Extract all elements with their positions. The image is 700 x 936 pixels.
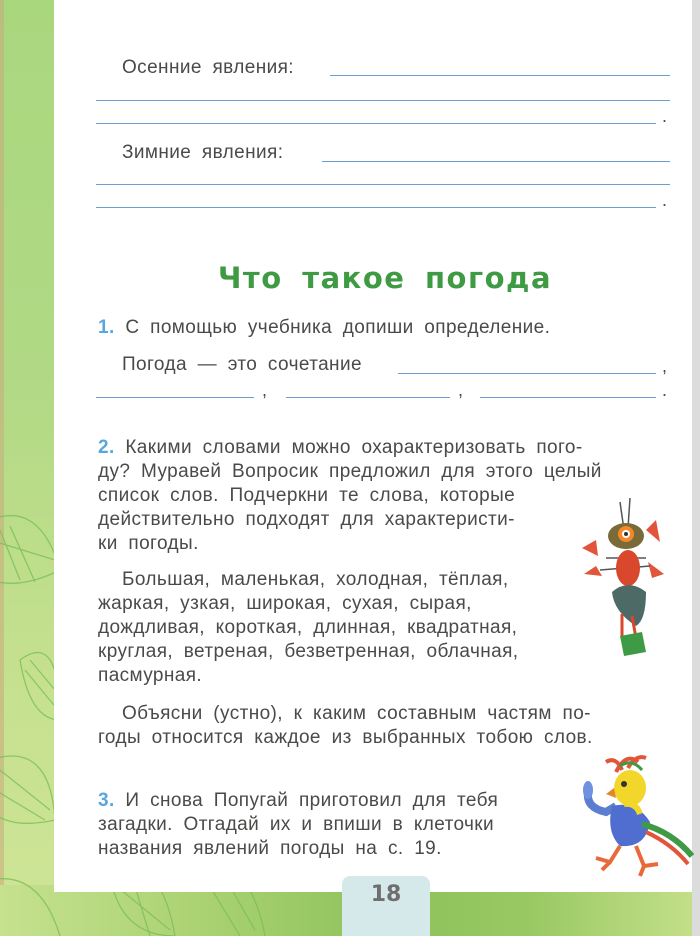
definition-blank-4[interactable] bbox=[480, 397, 656, 398]
word-list-line[interactable]: жаркая, узкая, широкая, сухая, сырая, bbox=[98, 593, 472, 614]
autumn-answer-line-2[interactable] bbox=[96, 100, 670, 101]
word-list-line[interactable]: пасмурная. bbox=[98, 665, 203, 686]
task-2-line: действительно подходят для характеристи- bbox=[98, 509, 515, 530]
word-list-line[interactable]: дождливая, короткая, длинная, квадратная, bbox=[98, 617, 518, 638]
section-title: Что такое погода bbox=[218, 261, 553, 295]
task-2-line: ду? Муравей Вопросик предложил для этого целый bbox=[98, 461, 602, 482]
definition-prefix: Погода — это сочетание bbox=[122, 354, 362, 375]
task-3-number: 3. bbox=[98, 790, 115, 811]
definition-blank-2[interactable] bbox=[96, 397, 254, 398]
task-1-text: С помощью учебника допиши определение. bbox=[125, 317, 551, 338]
task-3-line: загадки. Отгадай их и впиши в клеточки bbox=[98, 814, 495, 835]
comma-separator: , bbox=[662, 356, 668, 376]
period-mark: . bbox=[662, 380, 668, 400]
page-number: 18 bbox=[370, 882, 402, 907]
winter-phenomena-label: Зимние явления: bbox=[122, 142, 284, 163]
comma-separator: , bbox=[262, 380, 268, 400]
winter-answer-line-2[interactable] bbox=[96, 184, 670, 185]
word-list bbox=[98, 568, 618, 688]
explain-line: Объясни (устно), к каким составным частям по- bbox=[122, 703, 591, 724]
task-1-instruction bbox=[98, 317, 550, 339]
ant-character-icon bbox=[576, 492, 686, 664]
task-2-line: список слов. Подчеркни те слова, которые bbox=[98, 485, 516, 506]
task-3-line: И снова Попугай приготовил для тебя bbox=[125, 790, 499, 811]
autumn-answer-line-1[interactable] bbox=[330, 75, 670, 76]
task-2-explain bbox=[98, 702, 688, 750]
period-mark: . bbox=[662, 106, 668, 126]
winter-answer-line-3[interactable] bbox=[96, 207, 656, 208]
page-number-tab bbox=[342, 876, 430, 936]
word-list-line[interactable]: круглая, ветреная, безветренная, облачная, bbox=[98, 641, 519, 662]
task-3-line: названия явлений погоды на с. 19. bbox=[98, 838, 442, 859]
task-2-line: ки погоды. bbox=[98, 533, 199, 554]
task-2-line: Какими словами можно охарактеризовать пого- bbox=[125, 437, 583, 458]
period-mark: . bbox=[662, 190, 668, 210]
explain-line: годы относится каждое из выбранных тобою слов. bbox=[98, 727, 593, 748]
definition-blank-3[interactable] bbox=[286, 397, 450, 398]
word-list-line[interactable]: Большая, маленькая, холодная, тёплая, bbox=[122, 569, 509, 590]
parrot-character-icon bbox=[576, 752, 696, 878]
task-1-number: 1. bbox=[98, 317, 115, 338]
comma-separator: , bbox=[458, 380, 464, 400]
autumn-phenomena-label: Осенние явления: bbox=[122, 57, 294, 78]
task-2-number: 2. bbox=[98, 437, 115, 458]
winter-answer-line-1[interactable] bbox=[322, 161, 670, 162]
definition-blank-1[interactable] bbox=[398, 373, 656, 374]
task-3-instruction bbox=[98, 789, 618, 861]
workbook-page bbox=[54, 0, 692, 892]
autumn-answer-line-3[interactable] bbox=[96, 123, 656, 124]
